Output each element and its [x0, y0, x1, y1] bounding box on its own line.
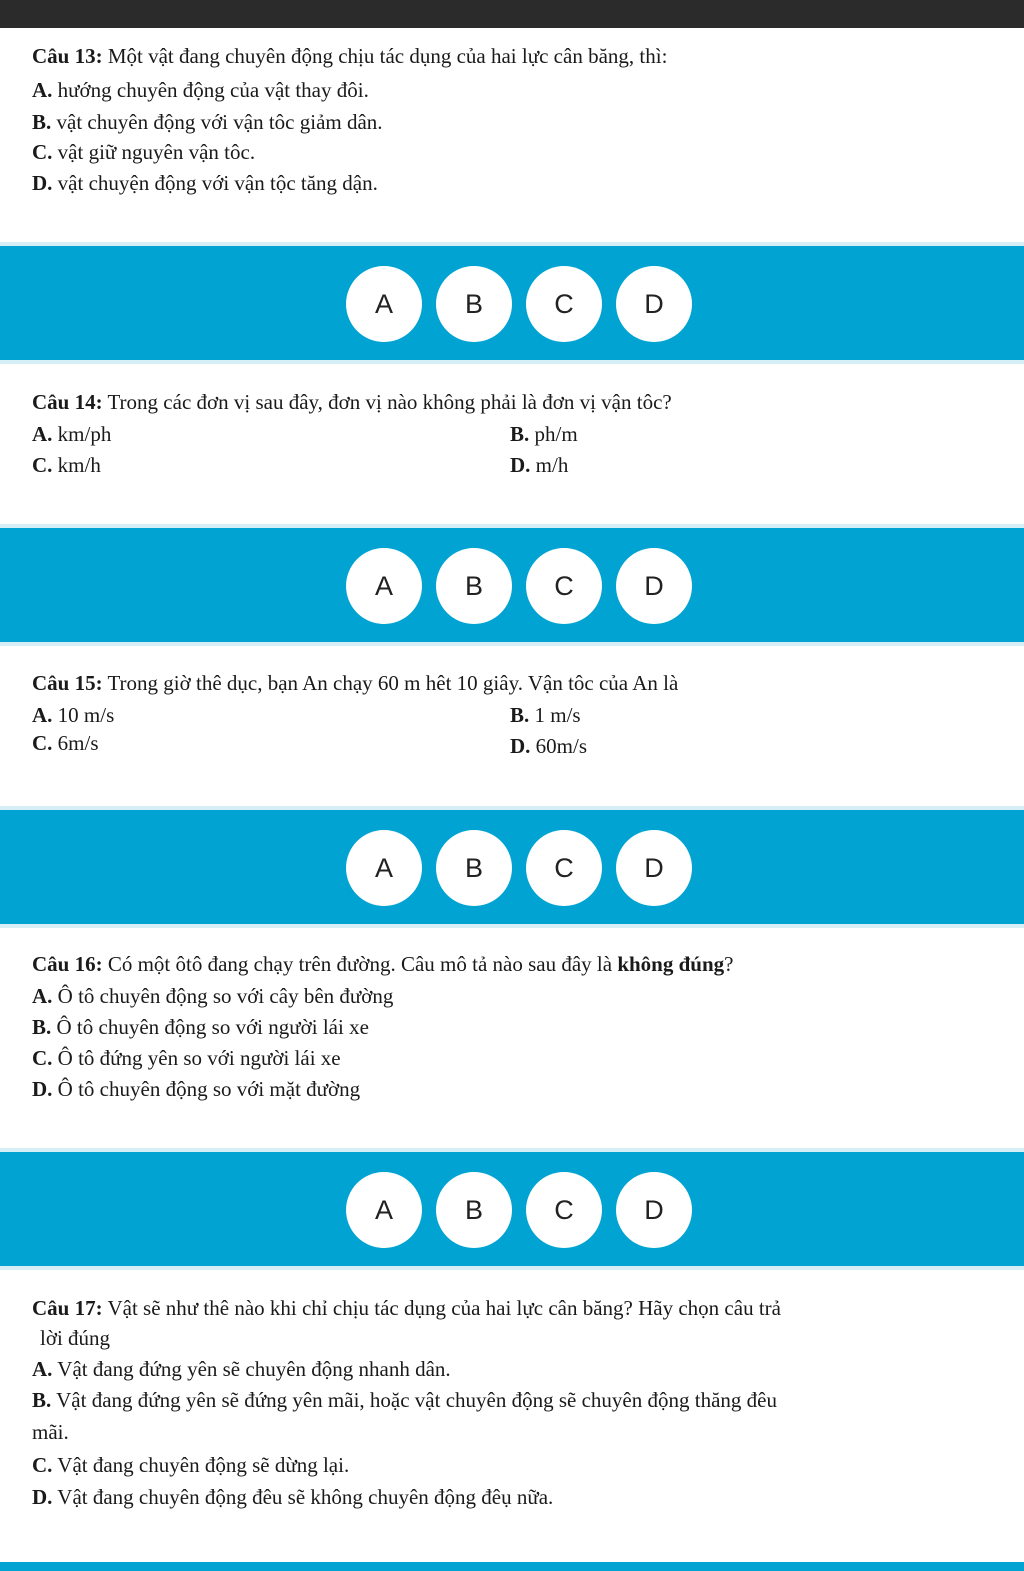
option-a: A. hướng chuyên động của vật thay đôi. [32, 78, 369, 102]
answer-d-button[interactable]: D [616, 1172, 692, 1248]
answer-a-button[interactable]: A [346, 1172, 422, 1248]
answer-c-button[interactable]: C [526, 830, 602, 906]
option-c: C. km/h [32, 453, 101, 477]
option-d: D. vật chuyện động với vận tộc tăng dận. [32, 171, 378, 195]
option-b: B. Vật đang đứng yên sẽ đứng yên mãi, hoặc vật chuyên động sẽ chuyên động thăng đêu [32, 1388, 777, 1412]
answer-band-13 [0, 242, 1024, 364]
answer-c-button[interactable]: C [526, 1172, 602, 1248]
question-text-line2: lời đúng [40, 1326, 111, 1350]
option-c: C. Vật đang chuyên động sẽ dừng lại. [32, 1453, 350, 1477]
option-c: C. Ô tô đứng yên so với người lái xe [32, 1046, 341, 1070]
answer-b-button[interactable]: B [436, 830, 512, 906]
question-text: Câu 17: Vật sẽ như thê nào khi chỉ chịu tác dụng của hai lực cân băng? Hãy chọn câu trả [32, 1296, 781, 1320]
option-b: B. ph/m [510, 422, 578, 446]
answer-d-button[interactable]: D [616, 830, 692, 906]
top-bar [0, 0, 1024, 28]
answer-band-16 [0, 1148, 1024, 1270]
option-d: D. Ô tô chuyên động so với mặt đường [32, 1077, 361, 1101]
option-a: A. Ô tô chuyên động so với cây bên đường [32, 984, 394, 1008]
option-d: D. 60m/s [510, 734, 588, 758]
answer-b-button[interactable]: B [436, 1172, 512, 1248]
answer-band-14 [0, 524, 1024, 646]
question-text: Câu 14: Trong các đơn vị sau đây, đơn vị nào không phải là đơn vị vận tôc? [32, 390, 672, 414]
answer-a-button[interactable]: A [346, 830, 422, 906]
option-a: A. Vật đang đứng yên sẽ chuyên động nhanh dân. [32, 1357, 451, 1381]
option-b: B. 1 m/s [510, 703, 581, 727]
option-c: C. vật giữ nguyên vận tôc. [32, 140, 256, 164]
answer-c-button[interactable]: C [526, 548, 602, 624]
answer-d-button[interactable]: D [616, 548, 692, 624]
answer-a-button[interactable]: A [346, 548, 422, 624]
option-b-line2: mãi. [32, 1420, 69, 1444]
option-b: B. vật chuyên động với vận tôc giảm dân. [32, 110, 383, 134]
answer-d-button[interactable]: D [616, 266, 692, 342]
answer-b-button[interactable]: B [436, 266, 512, 342]
option-c: C. 6m/s [32, 731, 99, 755]
option-d: D. m/h [510, 453, 569, 477]
option-b: B. Ô tô chuyên động so với người lái xe [32, 1015, 369, 1039]
answer-c-button[interactable]: C [526, 266, 602, 342]
question-text: Câu 13: Một vật đang chuyên động chịu tác dụng của hai lực cân băng, thì: [32, 44, 668, 68]
answer-band-15 [0, 806, 1024, 928]
answer-a-button[interactable]: A [346, 266, 422, 342]
option-a: A. 10 m/s [32, 703, 115, 727]
option-d: D. Vật đang chuyên động đêu sẽ không chuyên động đêụ nữa. [32, 1485, 554, 1509]
question-text: Câu 16: Có một ôtô đang chạy trên đường. Câu mô tả nào sau đây là không đúng? [32, 952, 734, 976]
option-a: A. km/ph [32, 422, 112, 446]
answer-band-17-edge [0, 1562, 1024, 1571]
answer-b-button[interactable]: B [436, 548, 512, 624]
question-text: Câu 15: Trong giờ thê dục, bạn An chạy 60 m hêt 10 giây. Vận tôc của An là [32, 671, 679, 695]
